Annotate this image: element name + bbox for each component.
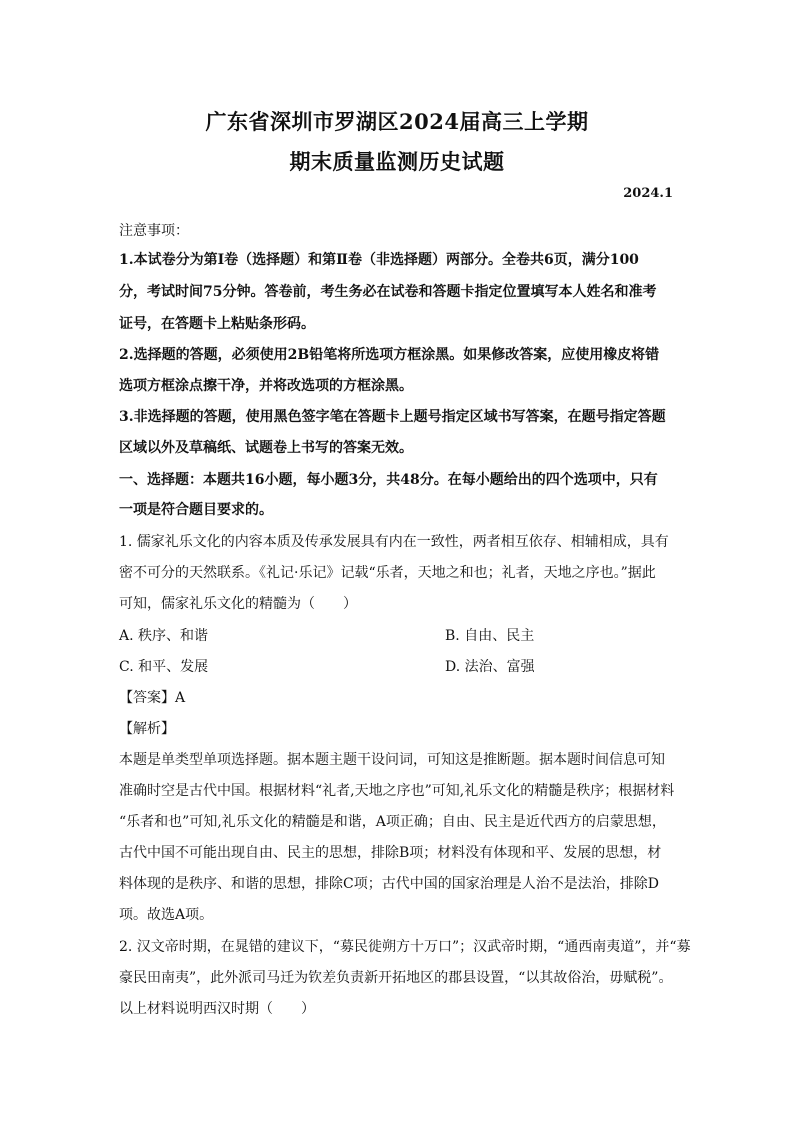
analysis-line: 料体现的是秩序、和谐的思想，排除C项；古代中国的国家治理是人治不是法治，排除D [119, 876, 659, 892]
question-2-line: 豪民田南夷”，此外派司马迁为钦差负责新开拓地区的郡县设置，“以其故俗治，毋赋税”。 [119, 970, 673, 986]
notice-line: 2.选择题的答题，必须使用2B铅笔将所选项方框涂黑。如果修改答案，应使用橡皮将错 [119, 347, 660, 363]
notice-line: 分，考试时间75分钟。答卷前，考生务必在试卷和答题卡指定位置填写本人姓名和准考 [119, 284, 657, 300]
analysis-line: 项。故选A项。 [119, 907, 214, 923]
analysis-heading: 【解析】 [119, 721, 175, 737]
answer-label: 【答案】A [119, 690, 186, 706]
q1-option-a: A. 秩序、和谐 [119, 628, 209, 644]
question-2-line: 以上材料说明西汉时期（ ） [119, 1001, 315, 1017]
exam-title-line1: 广东省深圳市罗湖区2024届高三上学期 [205, 109, 589, 134]
exam-date: 2024.1 [623, 186, 673, 201]
notice-line: 1.本试卷分为第Ⅰ卷（选择题）和第Ⅱ卷（非选择题）两部分。全卷共6页，满分100 [119, 252, 639, 268]
notice-line: 区域以外及草稿纸、试题卷上书写的答案无效。 [119, 440, 413, 456]
notice-line: 3.非选择题的答题，使用黑色签字笔在答题卡上题号指定区域书写答案，在题号指定答题 [119, 409, 666, 425]
notice-line: 证号，在答题卡上粘贴条形码。 [119, 316, 315, 332]
exam-title-line2: 期末质量监测历史试题 [289, 149, 505, 174]
analysis-line: “乐者和也”可知,礼乐文化的精髓是和谐，A项正确；自由、民主是近代西方的启蒙思想， [119, 814, 666, 830]
question-1-line: 可知，儒家礼乐文化的精髓为（ ） [119, 596, 357, 612]
q1-option-c: C. 和平、发展 [119, 659, 209, 675]
question-1-line: 1. 儒家礼乐文化的内容本质及传承发展具有内在一致性，两者相互依存、相辅相成，具有 [119, 534, 669, 550]
section-heading-line: 一、选择题：本题共16小题，每小题3分，共48分。在每小题给出的四个选项中，只有 [119, 472, 658, 488]
q1-option-d: D. 法治、富强 [445, 659, 535, 675]
question-2-line: 2. 汉文帝时期，在晁错的建议下，“募民徙朔方十万口”；汉武帝时期，“通西南夷道”，并“募 [119, 939, 691, 955]
question-1-line: 密不可分的天然联系。《礼记·乐记》记载“乐者，天地之和也；礼者，天地之序也。”据此 [119, 565, 656, 581]
analysis-line: 准确时空是古代中国。根据材料“礼者,天地之序也”可知,礼乐文化的精髓是秩序；根据材料 [119, 783, 675, 799]
notice-heading: 注意事项： [119, 223, 189, 239]
analysis-line: 古代中国不可能出现自由、民主的思想，排除B项；材料没有体现和平、发展的思想，材 [119, 845, 662, 861]
q1-option-b: B. 自由、民主 [445, 628, 535, 644]
analysis-line: 本题是单类型单项选择题。据本题主题干设问词，可知这是推断题。据本题时间信息可知 [119, 752, 665, 768]
notice-line: 选项方框涂点擦干净，并将改选项的方框涂黑。 [119, 378, 413, 394]
section-heading-line: 一项是符合题目要求的。 [119, 502, 273, 518]
